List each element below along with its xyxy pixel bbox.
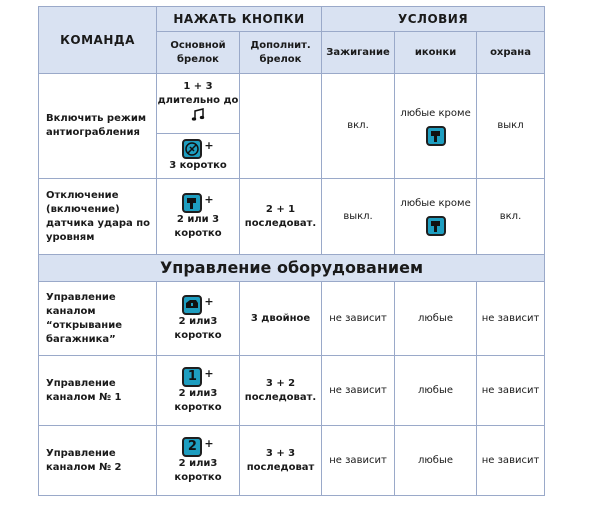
icons-antirobbery-text: любые кроме <box>400 107 471 119</box>
main-fob-shock <box>157 179 240 255</box>
ignition-channel-1: не зависит <box>322 356 395 426</box>
command-trunk: Управление каналом “открывание багажника” <box>39 282 157 356</box>
guard-channel-2: не зависит <box>477 426 545 496</box>
ignition-antirobbery: вкл. <box>322 74 395 179</box>
ignition-channel-2: не зависит <box>322 426 395 496</box>
header-guard: охрана <box>477 32 545 74</box>
extra-fob-channel-1: 3 + 2 последоват. <box>240 356 322 426</box>
main-fob-trunk <box>157 282 240 356</box>
main-fob-antirobbery-b-text: 3 коротко <box>169 160 227 171</box>
guard-trunk: не зависит <box>477 282 545 356</box>
plus-sign: + <box>204 436 214 450</box>
main-fob-antirobbery-a <box>157 74 240 134</box>
plus-sign: + <box>204 366 214 380</box>
main-fob-channel-2 <box>157 426 240 496</box>
main-fob-channel-2-text: 2 или3 коротко <box>174 457 222 483</box>
guard-channel-1: не зависит <box>477 356 545 426</box>
plus-sign: + <box>204 294 214 308</box>
icons-shock <box>395 179 477 255</box>
guard-antirobbery: выкл <box>477 74 545 179</box>
icons-shock-text: любые кроме <box>400 198 471 209</box>
antirobbery-button-icon <box>182 139 202 159</box>
command-channel-1: Управление каналом № 1 <box>39 356 157 426</box>
shock-hammer-icon <box>426 126 446 146</box>
header-icons: иконки <box>395 32 477 74</box>
guard-shock: вкл. <box>477 179 545 255</box>
button-1-label: 1 <box>187 368 197 384</box>
shock-hammer-icon <box>426 216 446 236</box>
header-main-fob: Основной брелок <box>157 32 240 74</box>
icons-trunk: любые <box>395 282 477 356</box>
trunk-button-icon <box>182 295 202 315</box>
button-2-label: 2 <box>187 438 197 454</box>
icons-channel-1: любые <box>395 356 477 426</box>
button-1-icon <box>182 367 202 387</box>
main-fob-antirobbery-a-text: 1 + 3 длительно до <box>157 81 239 106</box>
header-ignition: Зажигание <box>322 32 395 74</box>
command-shock: Отключение (включение) датчика удара по уровням <box>39 179 157 255</box>
main-fob-channel-1-text: 2 или3 коротко <box>174 387 222 413</box>
button-2-icon <box>182 437 202 457</box>
extra-fob-channel-2: 3 + 3 последоват <box>240 426 322 496</box>
header-extra-fob: Дополнит. брелок <box>240 32 322 74</box>
header-conditions: УСЛОВИЯ <box>322 7 545 32</box>
main-fob-channel-1 <box>157 356 240 426</box>
extra-fob-shock: 2 + 1 последоват. <box>240 179 322 255</box>
extra-fob-antirobbery <box>240 74 322 179</box>
main-fob-antirobbery-b <box>157 134 240 179</box>
command-channel-2: Управление каналом № 2 <box>39 426 157 496</box>
plus-sign: + <box>204 192 214 206</box>
ignition-trunk: не зависит <box>322 282 395 356</box>
music-note-icon <box>191 108 205 127</box>
command-antirobbery: Включить режим антиограбления <box>39 74 157 179</box>
icons-antirobbery <box>395 74 477 179</box>
plus-sign: + <box>204 139 214 152</box>
section-title: Управление оборудованием <box>39 255 545 282</box>
header-press-buttons: НАЖАТЬ КНОПКИ <box>157 7 322 32</box>
control-table <box>38 6 545 496</box>
shock-hammer-icon <box>182 193 202 213</box>
main-fob-trunk-text: 2 или3 коротко <box>174 315 222 341</box>
extra-fob-trunk: 3 двойное <box>240 282 322 356</box>
icons-channel-2: любые <box>395 426 477 496</box>
ignition-shock: выкл. <box>322 179 395 255</box>
header-command: КОМАНДА <box>39 7 157 74</box>
main-fob-shock-text: 2 или 3 коротко <box>174 213 222 239</box>
